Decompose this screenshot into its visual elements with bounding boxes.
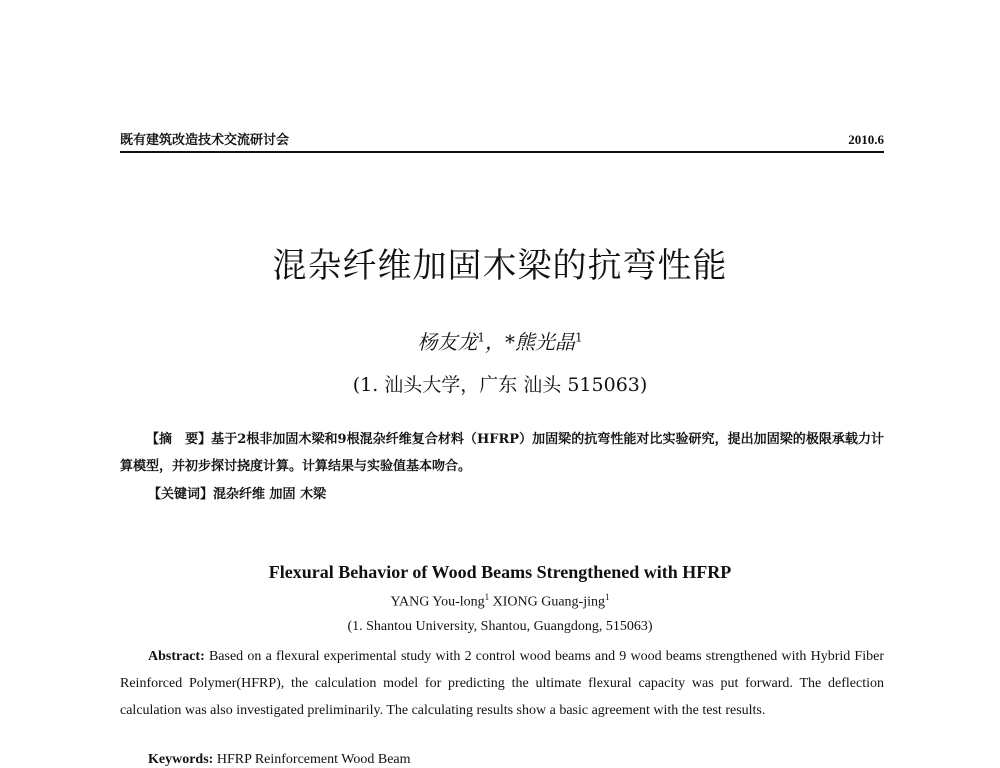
authors-cn [0, 326, 1000, 355]
affiliation-cn: (1. 汕头大学，广东 汕头 515063) [352, 374, 648, 396]
author-name: *熊光晶 [505, 330, 575, 354]
keywords-label-cn: 【关键词】 [148, 487, 214, 502]
keywords-label-en: Keywords: [148, 752, 214, 767]
journal-name: 既有建筑改造技术交流研讨会 [120, 133, 290, 148]
affiliation-marker: 1 [605, 592, 610, 602]
abstract-label-cn: 【摘 要】 [146, 432, 212, 447]
abstract-label-en: Abstract: [148, 649, 205, 664]
affiliation-marker: 1 [477, 330, 485, 345]
running-header [120, 129, 884, 153]
abstract-text-en: Based on a flexural experimental study with 2 control wood beams and 9 wood beams strengthened with Hybrid Fiber Reinforced Polymer(HFRP), the calculation model for predicting the ultimate flexural capacity was put forward. The deflection calculation was also investigated preliminarily. The calculating results show a basic agreement with the test results. [120, 649, 884, 718]
abstract-text-cn: 基于2根非加固木梁和9根混杂纤维复合材料（HFRP）加固梁的抗弯性能对比实验研究，提出加固梁的极限承载力计算模型，并初步探讨挠度计算。计算结果与实验值基本吻合。 [120, 432, 884, 474]
keywords-text-en: HFRP Reinforcement Wood Beam [213, 752, 411, 767]
abstract-en [120, 643, 884, 724]
author-name: YANG You-long [390, 594, 485, 610]
keywords-cn [148, 483, 326, 502]
issue-date: 2010.6 [848, 132, 884, 147]
authors-en [0, 592, 1000, 611]
affiliation-marker: 1 [484, 592, 490, 602]
abstract-cn [120, 426, 884, 480]
keywords-text-cn: 混杂纤维 加固 木梁 [213, 487, 327, 502]
paper-title-cn: 混杂纤维加固木梁的抗弯性能 [272, 246, 728, 286]
keywords-en [148, 752, 411, 768]
paper-title-en: Flexural Behavior of Wood Beams Strengthened with HFRP [268, 562, 732, 582]
author-name: 杨友龙 [417, 330, 478, 354]
author-name: XIONG Guang-jing [489, 594, 605, 610]
author-separator: ， [485, 330, 505, 354]
affiliation-marker: 1 [575, 330, 583, 345]
affiliation-en: (1. Shantou University, Shantou, Guangdong, 515063) [347, 619, 653, 634]
